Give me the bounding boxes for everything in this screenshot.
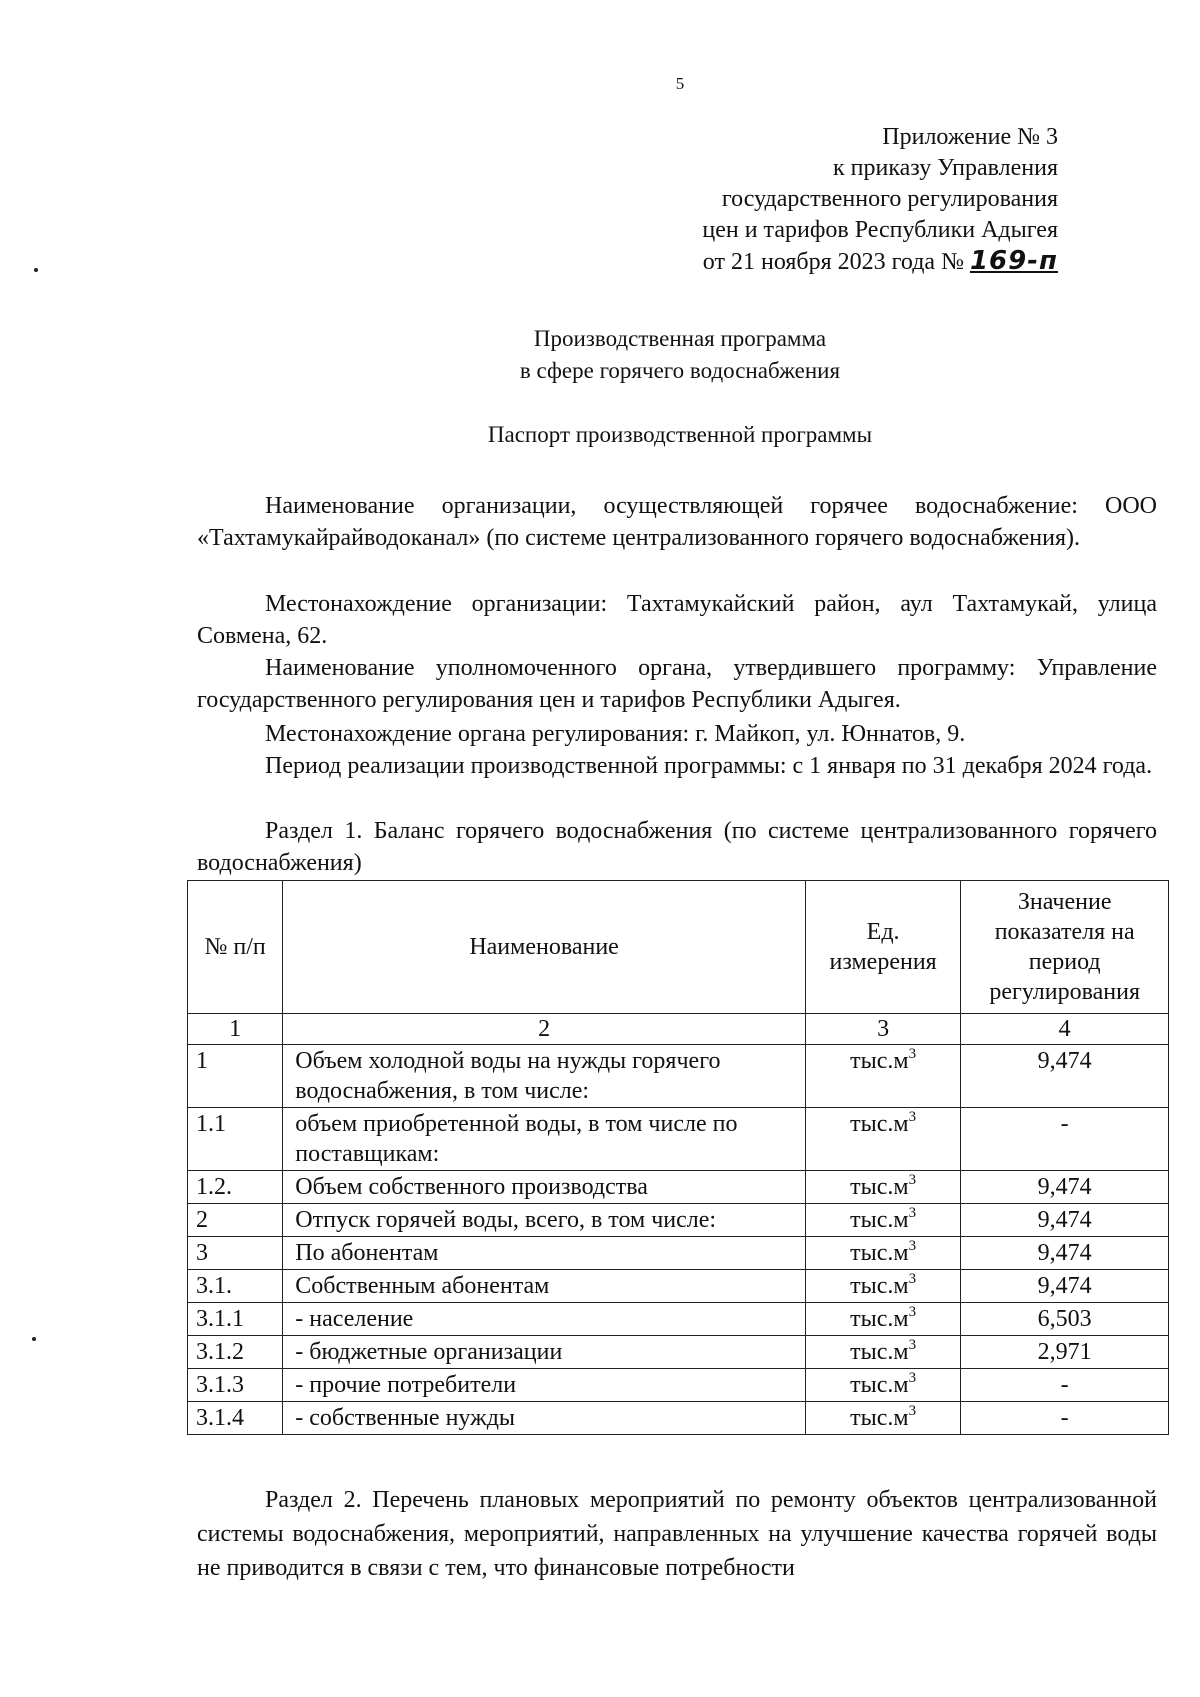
- scan-mark: [32, 1337, 36, 1341]
- table-row: [188, 1237, 1169, 1270]
- appendix-line: государственного регулирования: [721, 186, 1058, 212]
- handwritten-order-number: 169-п: [969, 246, 1058, 276]
- row-value: -: [961, 1402, 1169, 1435]
- row-value: 9,474: [961, 1270, 1169, 1303]
- unit-exponent: 3: [908, 1403, 917, 1419]
- header-num: № п/п: [188, 881, 283, 1014]
- table-row: [188, 1108, 1169, 1171]
- passport-title: Паспорт производственной программы: [487, 422, 873, 447]
- row-unit: [805, 1045, 960, 1108]
- unit-exponent: 3: [908, 1172, 917, 1188]
- row-value: -: [961, 1369, 1169, 1402]
- row-name: - собственные нужды: [283, 1402, 806, 1435]
- unit-exponent: 3: [908, 1238, 917, 1254]
- row-name: Собственным абонентам: [283, 1270, 806, 1303]
- unit-exponent: 3: [908, 1109, 917, 1125]
- column-number: 4: [961, 1014, 1169, 1045]
- table-row: [188, 1303, 1169, 1336]
- row-number: 2: [188, 1204, 283, 1237]
- row-value: 9,474: [961, 1171, 1169, 1204]
- unit-base: тыс.м: [850, 1240, 909, 1266]
- row-number: 1.1: [188, 1108, 283, 1171]
- section-2-paragraph: Раздел 2. Перечень плановых мероприятий по ремонту объектов централизованной системы водоснабжения, мероприятий, направленных на улучшение качества горячей воды не приводится в связи с тем, что финансовые потребности: [197, 1487, 1157, 1581]
- column-number: 1: [188, 1014, 283, 1045]
- row-number: 1: [188, 1045, 283, 1108]
- unit-base: тыс.м: [850, 1174, 909, 1200]
- row-value: 2,971: [961, 1336, 1169, 1369]
- unit-exponent: 3: [908, 1304, 917, 1320]
- table-row: [188, 1045, 1169, 1108]
- organization-paragraph: Наименование организации, осуществляющей горячее водоснабжение: ООО «Тахтамукайрайводоканал» (по системе централизованного горячего водоснабжения).: [197, 493, 1157, 551]
- authority-location-paragraph: Местонахождение органа регулирования: г. Майкоп, ул. Юннатов, 9.: [265, 721, 966, 747]
- table-row: [188, 1270, 1169, 1303]
- row-value: -: [961, 1108, 1169, 1171]
- row-name: - население: [283, 1303, 806, 1336]
- scan-mark: [34, 268, 38, 272]
- table-row: [188, 1402, 1169, 1435]
- unit-exponent: 3: [908, 1337, 917, 1353]
- section-1-heading: Раздел 1. Баланс горячего водоснабжения (по системе централизованного горячего водоснабжения): [197, 818, 1157, 876]
- row-name: Объем собственного производства: [283, 1171, 806, 1204]
- row-name: По абонентам: [283, 1237, 806, 1270]
- row-unit: [805, 1402, 960, 1435]
- column-number: 2: [283, 1014, 806, 1045]
- row-name: Отпуск горячей воды, всего, в том числе:: [283, 1204, 806, 1237]
- row-name: - прочие потребители: [283, 1369, 806, 1402]
- unit-base: тыс.м: [850, 1273, 909, 1299]
- appendix-line: к приказу Управления: [832, 155, 1058, 181]
- row-unit: [805, 1270, 960, 1303]
- row-unit: [805, 1204, 960, 1237]
- row-unit: [805, 1336, 960, 1369]
- authority-paragraph: Наименование уполномоченного органа, утвердившего программу: Управление государственного регулирования цен и тарифов Республики Адыгея.: [197, 655, 1157, 713]
- program-sphere: в сфере горячего водоснабжения: [519, 358, 841, 383]
- header-unit: Ед. измерения: [805, 881, 960, 1014]
- appendix-date: от 21 ноября 2023 года №: [702, 249, 964, 275]
- table-row: [188, 1171, 1169, 1204]
- page-number: 5: [675, 74, 685, 93]
- row-name: объем приобретенной воды, в том числе по поставщикам:: [283, 1108, 806, 1171]
- unit-base: тыс.м: [850, 1306, 909, 1332]
- unit-base: тыс.м: [850, 1048, 909, 1074]
- header-value: Значение показателя на период регулирования: [961, 881, 1169, 1014]
- unit-base: тыс.м: [850, 1405, 909, 1431]
- table-row: [188, 1336, 1169, 1369]
- row-value: 9,474: [961, 1237, 1169, 1270]
- row-unit: [805, 1108, 960, 1171]
- header-name: Наименование: [283, 881, 806, 1014]
- program-title: Производственная программа: [533, 326, 827, 351]
- unit-exponent: 3: [908, 1271, 917, 1287]
- column-number: 3: [805, 1014, 960, 1045]
- row-unit: [805, 1303, 960, 1336]
- appendix-header: [702, 122, 1058, 278]
- unit-base: тыс.м: [850, 1372, 909, 1398]
- row-value: 9,474: [961, 1045, 1169, 1108]
- appendix-line: Приложение № 3: [882, 124, 1058, 150]
- period-paragraph: Период реализации производственной программы: с 1 января по 31 декабря 2024 года.: [265, 753, 1153, 779]
- row-number: 1.2.: [188, 1171, 283, 1204]
- row-unit: [805, 1171, 960, 1204]
- table-body: [188, 1045, 1169, 1435]
- row-unit: [805, 1369, 960, 1402]
- unit-base: тыс.м: [850, 1207, 909, 1233]
- unit-base: тыс.м: [850, 1339, 909, 1365]
- location-paragraph: Местонахождение организации: Тахтамукайский район, аул Тахтамукай, улица Совмена, 62.: [197, 591, 1157, 649]
- unit-base: тыс.м: [850, 1111, 909, 1137]
- row-value: 6,503: [961, 1303, 1169, 1336]
- appendix-line: цен и тарифов Республики Адыгея: [702, 217, 1058, 243]
- unit-exponent: 3: [908, 1205, 917, 1221]
- unit-exponent: 3: [908, 1046, 917, 1062]
- table-row: [188, 1369, 1169, 1402]
- row-number: 3.1.1: [188, 1303, 283, 1336]
- row-number: 3.1.: [188, 1270, 283, 1303]
- row-number: 3.1.3: [188, 1369, 283, 1402]
- row-number: 3.1.2: [188, 1336, 283, 1369]
- table-header-row: [188, 881, 1169, 1014]
- appendix-date-line: [702, 246, 1058, 278]
- row-unit: [805, 1237, 960, 1270]
- row-value: 9,474: [961, 1204, 1169, 1237]
- row-number: 3.1.4: [188, 1402, 283, 1435]
- unit-exponent: 3: [908, 1370, 917, 1386]
- row-name: Объем холодной воды на нужды горячего водоснабжения, в том числе:: [283, 1045, 806, 1108]
- row-number: 3: [188, 1237, 283, 1270]
- column-number-row: [188, 1014, 1169, 1045]
- balance-table: [187, 880, 1169, 1435]
- table-row: [188, 1204, 1169, 1237]
- row-name: - бюджетные организации: [283, 1336, 806, 1369]
